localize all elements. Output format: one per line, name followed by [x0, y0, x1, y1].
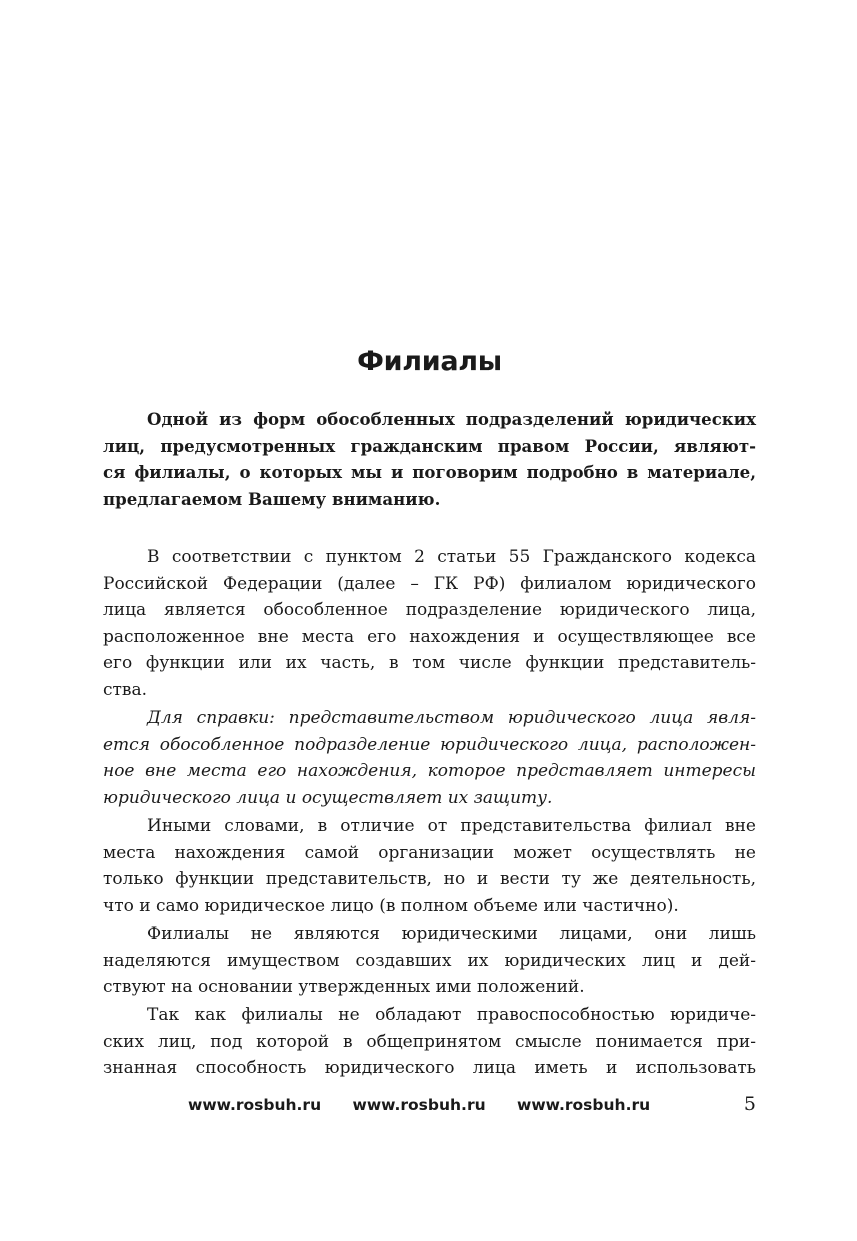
- body-paragraph-4: [103, 1002, 756, 1082]
- body-line: В соответствии с пунктом 2 статьи 55 Гражданского кодекса: [147, 547, 756, 567]
- body-line: что и само юридическое лицо (в полном объеме или частично).: [103, 895, 679, 916]
- note-line: ется обособленное подразделение юридического лица, расположен-: [103, 734, 756, 755]
- note-line: юридического лица и осуществляет их защиту.: [103, 787, 553, 808]
- body-line: Иными словами, в отличие от представительства филиал вне: [147, 816, 756, 836]
- body-line: лица является обособленное подразделение юридического лица,: [103, 600, 756, 620]
- body-line: расположенное вне места его нахождения и осуществляющее все: [103, 626, 756, 647]
- lead-paragraph: [103, 406, 756, 512]
- body-line: наделяются имуществом создавших их юридических лиц и дей-: [103, 950, 756, 971]
- footer-link[interactable]: www.rosbuh.ru: [517, 1096, 651, 1114]
- body-line: ских лиц, под которой в общепринятом смысле понимается при-: [103, 1031, 756, 1052]
- page-footer: [103, 1093, 756, 1120]
- body-line: только функции представительств, но и вести ту же деятельность,: [103, 869, 756, 889]
- page-number: 5: [743, 1093, 756, 1115]
- body-paragraph-1: [103, 544, 756, 703]
- body-line: его функции или их часть, в том числе функции представитель-: [103, 653, 756, 673]
- reference-note: [103, 705, 756, 811]
- lead-line: Одной из форм обособленных подразделений юридических: [147, 409, 756, 429]
- body-line: знанная способность юридического лица иметь и использовать: [103, 1058, 756, 1078]
- lead-line: ся филиалы, о которых мы и поговорим подробно в материале,: [103, 462, 756, 482]
- lead-line: предлагаемом Вашему вниманию.: [103, 488, 441, 509]
- body-line: места нахождения самой организации может осуществлять не: [103, 842, 756, 863]
- footer-links: [188, 1096, 676, 1114]
- body-line: ства.: [103, 679, 148, 700]
- body-line: ствуют на основании утвержденных ими положений.: [103, 977, 585, 997]
- body-paragraph-2: [103, 813, 756, 919]
- body-line: Российской Федерации (далее – ГК РФ) филиалом юридического: [103, 573, 756, 594]
- footer-link[interactable]: www.rosbuh.ru: [352, 1096, 486, 1114]
- footer-link[interactable]: www.rosbuh.ru: [188, 1096, 322, 1114]
- note-line: Для справки: представительством юридического лица явля-: [147, 708, 756, 728]
- section-title: Филиалы: [357, 346, 502, 377]
- lead-line: лиц, предусмотренных гражданским правом России, являют-: [103, 435, 756, 456]
- body-line: Так как филиалы не обладают правоспособностью юридиче-: [147, 1005, 756, 1025]
- note-line: ное вне места его нахождения, которое представляет интересы: [103, 761, 756, 781]
- body-line: Филиалы не являются юридическими лицами, они лишь: [147, 924, 756, 944]
- body-paragraph-3: [103, 921, 756, 1001]
